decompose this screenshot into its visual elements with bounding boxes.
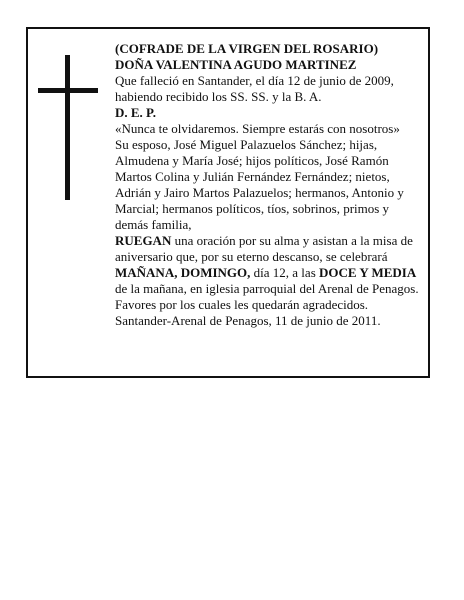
rip-line: D. E. P. [115,105,157,120]
request-bold: RUEGAN [115,233,172,248]
notice-text [115,41,425,329]
cross-icon [38,55,98,200]
place-date-line: Santander-Arenal de Penagos, 11 de junio de 2011. [115,313,381,328]
family-paragraph: Su esposo, José Miguel Palazuelos Sánchez; hijas, Almudena y María José; hijos políticos, José Ramón Martos Colina y Julián Fernández Fernández; nietos, Adrián y Jairo Martos Palazuelos; hermanos, Antonio y Marcial; hermanos políticos, tíos, sobrinos, primos y demás familia, [115,137,404,232]
death-info: Que falleció en Santander, el día 12 de junio de 2009, habiendo recibido los SS. SS. y la B. A. [115,73,394,104]
mass-paragraph [115,233,425,313]
obituary-notice [26,27,430,378]
location-text: de la mañana, en iglesia parroquial del Arenal de Penagos. Favores por los cuales les quedarán agradecidos. [115,281,419,312]
day-bold: MAÑANA, DOMINGO, [115,265,251,280]
cross-horizontal-bar [38,88,98,93]
quote-line: «Nunca te olvidaremos. Siempre estarás con nosotros» [115,121,400,136]
cross-vertical-bar [65,55,70,200]
deceased-name: DOÑA VALENTINA AGUDO MARTINEZ [115,57,357,72]
date-text: día 12, a las [250,265,319,280]
confraternity-line: (COFRADE DE LA VIRGEN DEL ROSARIO) [115,41,379,56]
request-text: una oración por su alma y asistan a la misa de aniversario que, por su eterno descanso, se celebrará [115,233,413,264]
time-bold: DOCE Y MEDIA [319,265,417,280]
